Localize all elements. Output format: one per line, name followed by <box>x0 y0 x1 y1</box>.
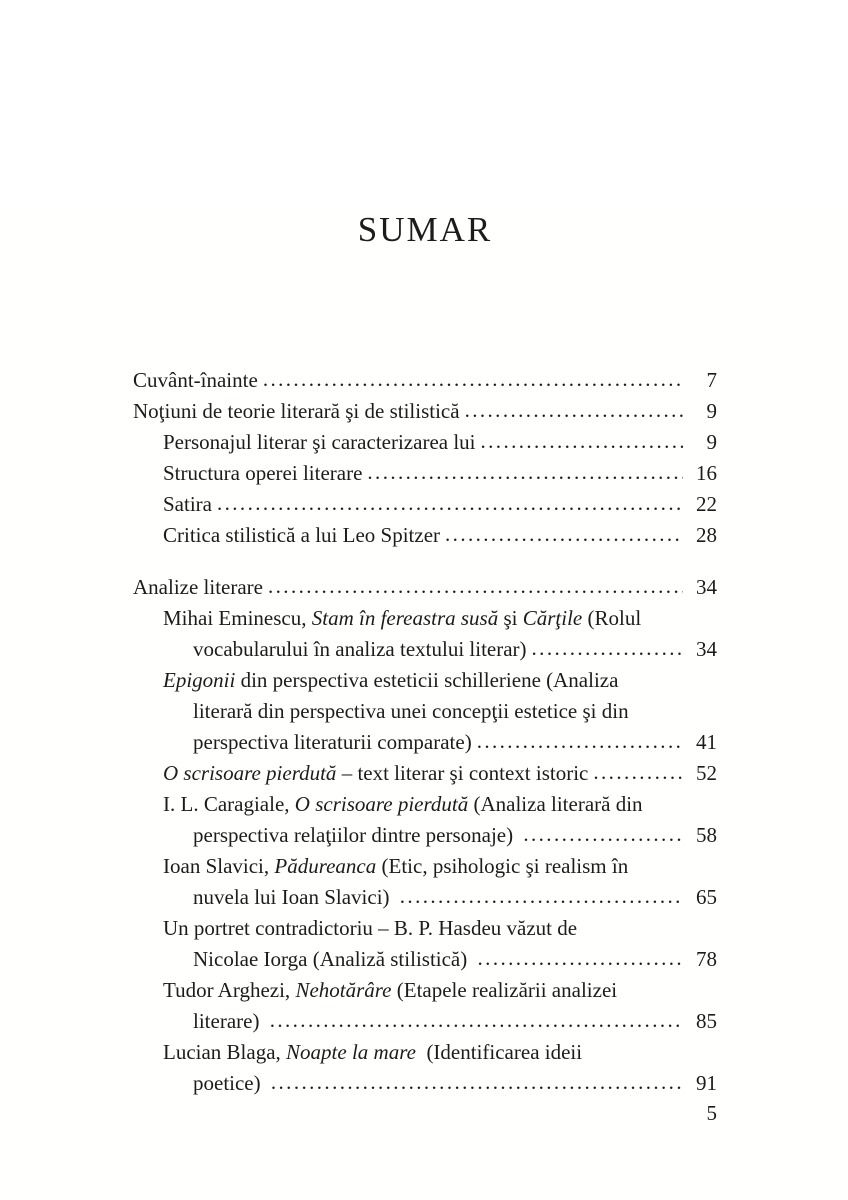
dot-leader <box>593 763 683 782</box>
toc-line <box>133 603 717 634</box>
toc-line <box>133 851 717 882</box>
toc-entry-text-segment: din perspectiva esteticii schilleriene (Analiza <box>235 668 619 692</box>
toc-entry-text-segment: (Etapele realizării analizei <box>391 978 618 1002</box>
toc-entry-text <box>193 1068 266 1099</box>
toc-entry-text-segment: literare) <box>193 1009 265 1033</box>
toc-entry-text <box>163 489 212 520</box>
toc-line <box>133 882 717 913</box>
toc-page-number: 85 <box>696 1009 717 1033</box>
toc-entry-text-segment: (Identificarea ideii <box>415 1040 583 1064</box>
toc-line <box>133 1068 717 1099</box>
toc-line <box>133 427 717 458</box>
toc-entry-text-segment: poetice) <box>193 1071 266 1095</box>
toc-entry-text-segment: (Rolul <box>582 606 642 630</box>
toc-page-number: 41 <box>696 730 717 754</box>
toc-entry-text-segment: Analize literare <box>133 575 263 599</box>
dot-leader <box>465 401 683 420</box>
toc-entry-text <box>133 396 460 427</box>
toc-entry-text-segment: (Analiza literară din <box>468 792 643 816</box>
toc-entry-text <box>193 820 518 851</box>
dot-leader <box>400 887 683 906</box>
toc-entry-text <box>163 458 362 489</box>
toc-entry-text-segment: Mihai Eminescu, <box>163 606 312 630</box>
toc-page-number: 34 <box>696 637 717 661</box>
toc-entry-text <box>193 944 473 975</box>
toc-entry-text <box>193 634 527 665</box>
dot-leader <box>532 639 683 658</box>
toc-page-number: 52 <box>696 761 717 785</box>
toc-page-number: 16 <box>696 461 717 485</box>
toc-entry-text-segment: Personajul literar şi caracterizarea lui <box>163 430 476 454</box>
toc-entry-text-segment: Nicolae Iorga (Analiză stilistică) <box>193 947 473 971</box>
toc-line <box>133 634 717 665</box>
toc-entry-text-segment: şi <box>498 606 523 630</box>
toc-line <box>133 727 717 758</box>
toc-entry-text-segment: Noţiuni de teorie literară şi de stilistică <box>133 399 460 423</box>
toc-entry-text <box>193 727 472 758</box>
toc-entry-work-title: Pădureanca <box>274 854 377 878</box>
toc-entry-text <box>163 665 618 696</box>
toc-entry-work-title: Stam în fereastra susă <box>311 606 499 630</box>
dot-leader <box>217 494 683 513</box>
toc-page-number: 9 <box>706 399 717 423</box>
toc-line <box>133 572 717 603</box>
page-number: 5 <box>706 1101 717 1125</box>
toc-entry-text-segment: literară din perspectiva unei concepţii estetice şi din <box>193 699 629 723</box>
toc-line <box>133 944 717 975</box>
toc-line <box>133 758 717 789</box>
toc-entry-text <box>163 975 617 1006</box>
toc-line <box>133 789 717 820</box>
toc-entry-text-segment: – text literar şi context istoric <box>336 761 589 785</box>
toc-line <box>133 365 717 396</box>
toc-line <box>133 696 717 727</box>
toc-entry-work-title: O scrisoare pierdută <box>163 761 337 785</box>
toc-entry-text <box>193 1006 265 1037</box>
toc-line <box>133 458 717 489</box>
dot-leader <box>268 577 683 596</box>
toc-entry-text-segment: Un portret contradictoriu – B. P. Hasdeu văzut de <box>163 916 578 940</box>
toc-line <box>133 665 717 696</box>
toc-entry-text-segment: Lucian Blaga, <box>163 1040 287 1064</box>
table-of-contents <box>133 365 717 1099</box>
dot-leader <box>523 825 683 844</box>
toc-page-number: 91 <box>696 1071 717 1095</box>
dot-leader <box>481 432 684 451</box>
toc-page-number: 34 <box>696 575 717 599</box>
toc-entry-text-segment: perspectiva relaţiilor dintre personaje) <box>193 823 519 847</box>
dot-leader <box>445 525 683 544</box>
toc-entry-text <box>163 758 588 789</box>
toc-entry-text-segment: vocabularului în analiza textului literar) <box>193 637 527 661</box>
toc-page-number: 78 <box>696 947 717 971</box>
toc-line <box>133 1037 717 1068</box>
toc-entry-work-title: Epigonii <box>163 668 236 692</box>
page-title: SUMAR <box>357 210 493 249</box>
toc-entry-text <box>193 696 629 727</box>
toc-entry-text-segment: Tudor Arghezi, <box>163 978 296 1002</box>
toc-page-number: 22 <box>696 492 717 516</box>
toc-entry-text-segment: (Etic, psihologic şi realism în <box>376 854 629 878</box>
toc-line <box>133 913 717 944</box>
toc-entry-text-segment: Cuvânt-înainte <box>133 368 258 392</box>
toc-entry-text <box>163 427 476 458</box>
toc-entry-text-segment: Ioan Slavici, <box>163 854 275 878</box>
toc-entry-text <box>163 1037 582 1068</box>
book-page <box>0 212 848 1200</box>
dot-leader <box>477 732 683 751</box>
dot-leader <box>263 370 683 389</box>
toc-entry-text <box>133 572 263 603</box>
toc-entry-text-segment: I. L. Caragiale, <box>163 792 295 816</box>
dot-leader <box>270 1011 683 1030</box>
toc-page-number: 58 <box>696 823 717 847</box>
toc-line <box>133 1006 717 1037</box>
dot-leader <box>478 949 683 968</box>
toc-line <box>133 975 717 1006</box>
toc-entry-text <box>133 365 258 396</box>
dot-leader <box>271 1073 683 1092</box>
toc-line <box>133 396 717 427</box>
toc-entry-text-segment: perspectiva literaturii comparate) <box>193 730 472 754</box>
toc-entry-text <box>193 882 395 913</box>
toc-entry-text <box>163 603 641 634</box>
toc-entry-text-segment: Critica stilistică a lui Leo Spitzer <box>163 523 441 547</box>
toc-entry-text <box>163 789 643 820</box>
toc-page-number: 7 <box>706 368 717 392</box>
toc-line <box>133 820 717 851</box>
dot-leader <box>367 463 683 482</box>
toc-page-number: 9 <box>706 430 717 454</box>
toc-entry-work-title: Nehotărâre <box>295 978 392 1002</box>
toc-entry-text-segment: Structura operei literare <box>163 461 363 485</box>
toc-page-number: 28 <box>696 523 717 547</box>
toc-entry-text <box>163 913 577 944</box>
toc-entry-text <box>163 520 440 551</box>
toc-entry-text <box>163 851 628 882</box>
toc-line <box>133 489 717 520</box>
toc-entry-work-title: Cărţile <box>522 606 583 630</box>
toc-line <box>133 520 717 551</box>
toc-entry-work-title: Noapte la mare <box>286 1040 416 1064</box>
toc-entry-work-title: O scrisoare pierdută <box>294 792 469 816</box>
toc-entry-text-segment: Satira <box>163 492 212 516</box>
toc-entry-text-segment: nuvela lui Ioan Slavici) <box>193 885 395 909</box>
toc-page-number: 65 <box>696 885 717 909</box>
